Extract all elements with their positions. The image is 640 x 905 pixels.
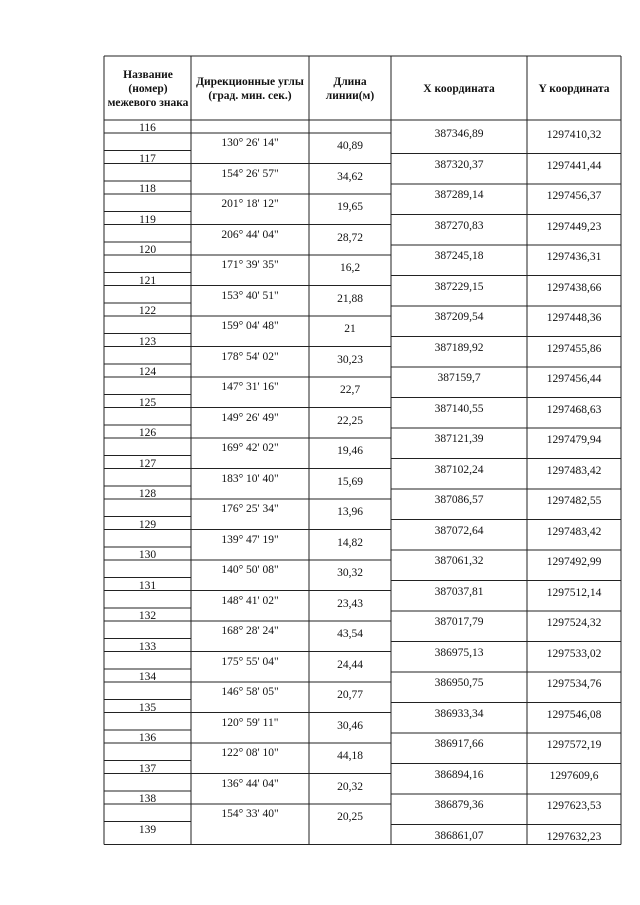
point-name: 129 bbox=[138, 518, 157, 531]
segment-length: 22,7 bbox=[339, 384, 361, 396]
point-x: 387061,32 bbox=[434, 555, 484, 567]
point-x: 387346,89 bbox=[434, 128, 484, 140]
segment-angle: 206° 44' 04" bbox=[221, 228, 279, 241]
point-name: 122 bbox=[138, 305, 157, 317]
segment-length: 40,89 bbox=[337, 140, 363, 152]
header-length: Длина линии(м) bbox=[325, 76, 375, 102]
point-y: 1297455,86 bbox=[546, 342, 602, 355]
point-name: 119 bbox=[139, 213, 156, 226]
segment-length: 21,88 bbox=[337, 292, 363, 305]
point-y: 1297479,94 bbox=[546, 434, 602, 446]
point-x: 386975,13 bbox=[434, 646, 484, 659]
point-y: 1297456,44 bbox=[546, 373, 602, 385]
point-y: 1297438,66 bbox=[546, 281, 602, 294]
point-y: 1297441,44 bbox=[546, 159, 602, 172]
segment-length: 30,23 bbox=[337, 353, 363, 366]
segment-angle: 154° 33' 40" bbox=[221, 808, 279, 820]
point-x: 387017,79 bbox=[434, 616, 484, 628]
segment-angle: 176° 25' 34" bbox=[221, 503, 279, 515]
point-y: 1297483,42 bbox=[546, 464, 602, 477]
header-angle: Дирекционные углы (град. мин. сек.) bbox=[196, 76, 304, 102]
point-y: 1297483,42 bbox=[546, 525, 602, 538]
segment-length: 23,43 bbox=[337, 597, 363, 610]
point-y: 1297482,55 bbox=[546, 495, 602, 507]
point-x: 387037,81 bbox=[434, 585, 484, 598]
point-x: 387229,15 bbox=[434, 280, 484, 293]
segment-length: 20,25 bbox=[337, 811, 363, 823]
segment-angle: 146° 58' 05" bbox=[221, 686, 279, 698]
point-name: 121 bbox=[138, 274, 157, 287]
point-y: 1297632,23 bbox=[546, 830, 602, 843]
segment-angle: 153° 40' 51" bbox=[221, 289, 279, 302]
point-name: 123 bbox=[138, 335, 157, 348]
segment-angle: 154° 26' 57" bbox=[221, 167, 279, 180]
point-x: 387159,7 bbox=[437, 372, 481, 384]
header-name: Название (номер) межевого знака bbox=[107, 69, 189, 109]
point-name: 139 bbox=[138, 823, 157, 836]
point-y: 1297456,37 bbox=[546, 190, 602, 202]
point-name: 116 bbox=[139, 122, 156, 134]
point-name: 126 bbox=[138, 427, 157, 439]
point-y: 1297609,6 bbox=[549, 769, 599, 782]
point-y: 1297524,32 bbox=[546, 617, 602, 629]
segment-angle: 168° 28' 24" bbox=[221, 625, 279, 637]
segment-angle: 147° 31' 16" bbox=[221, 381, 279, 393]
point-x: 386917,66 bbox=[434, 738, 484, 750]
segment-length: 13,96 bbox=[337, 506, 363, 518]
point-name: 128 bbox=[138, 488, 157, 500]
header-x: X координата bbox=[423, 83, 495, 95]
segment-length: 30,46 bbox=[337, 719, 363, 732]
segment-angle: 183° 10' 40" bbox=[221, 472, 279, 485]
point-name: 135 bbox=[138, 701, 157, 714]
segment-length: 19,65 bbox=[337, 201, 363, 213]
point-name: 124 bbox=[138, 366, 157, 378]
segment-length: 14,82 bbox=[337, 536, 363, 549]
segment-length: 34,62 bbox=[337, 170, 363, 183]
segment-length: 21 bbox=[344, 323, 356, 335]
segment-angle: 140° 50' 08" bbox=[221, 564, 279, 576]
point-name: 117 bbox=[139, 152, 156, 165]
segment-angle: 148° 41' 02" bbox=[221, 594, 279, 607]
point-x: 387140,55 bbox=[434, 402, 484, 415]
segment-angle: 122° 08' 10" bbox=[221, 747, 279, 759]
point-y: 1297546,08 bbox=[546, 708, 602, 721]
point-x: 387289,14 bbox=[434, 189, 484, 201]
segment-angle: 120° 59' 11" bbox=[221, 716, 279, 729]
point-name: 138 bbox=[138, 793, 157, 805]
segment-length: 44,18 bbox=[337, 750, 363, 762]
point-x: 387270,83 bbox=[434, 219, 484, 232]
point-x: 386861,07 bbox=[434, 829, 484, 842]
point-y: 1297533,02 bbox=[546, 647, 602, 660]
segment-length: 43,54 bbox=[337, 628, 363, 640]
point-x: 387320,37 bbox=[434, 158, 484, 171]
point-x: 386933,34 bbox=[434, 707, 484, 720]
point-name: 118 bbox=[139, 183, 156, 195]
segment-angle: 178° 54' 02" bbox=[221, 350, 279, 363]
header-y: Y координата bbox=[538, 83, 610, 95]
segment-angle: 159° 04' 48" bbox=[221, 320, 279, 332]
segment-angle: 130° 26' 14" bbox=[221, 137, 279, 149]
segment-angle: 139° 47' 19" bbox=[221, 533, 279, 546]
segment-angle: 136° 44' 04" bbox=[221, 777, 279, 790]
point-name: 134 bbox=[138, 671, 157, 683]
point-x: 387245,18 bbox=[434, 250, 484, 262]
point-y: 1297492,99 bbox=[546, 556, 602, 568]
segment-length: 22,25 bbox=[337, 414, 363, 427]
segment-angle: 175° 55' 04" bbox=[221, 655, 279, 668]
point-x: 387072,64 bbox=[434, 524, 484, 537]
point-x: 386894,16 bbox=[434, 768, 484, 781]
point-x: 387209,54 bbox=[434, 311, 484, 323]
segment-length: 16,2 bbox=[339, 262, 361, 274]
segment-angle: 169° 42' 02" bbox=[221, 442, 279, 454]
point-name: 133 bbox=[138, 640, 157, 653]
segment-length: 28,72 bbox=[337, 231, 363, 244]
segment-length: 30,32 bbox=[337, 567, 363, 579]
point-name: 130 bbox=[138, 549, 157, 561]
point-y: 1297512,14 bbox=[546, 586, 602, 599]
point-y: 1297623,53 bbox=[546, 800, 602, 812]
point-y: 1297410,32 bbox=[546, 129, 602, 141]
segment-length: 15,69 bbox=[337, 475, 363, 488]
segment-length: 20,77 bbox=[337, 689, 363, 701]
point-y: 1297534,76 bbox=[546, 678, 602, 690]
segment-length: 20,32 bbox=[337, 780, 363, 793]
point-y: 1297448,36 bbox=[546, 312, 602, 324]
segment-angle: 201° 18' 12" bbox=[221, 198, 279, 210]
segment-angle: 149° 26' 49" bbox=[221, 411, 279, 424]
point-x: 387121,39 bbox=[434, 433, 484, 445]
point-x: 387189,92 bbox=[434, 341, 484, 354]
point-x: 387086,57 bbox=[434, 494, 484, 506]
point-y: 1297449,23 bbox=[546, 220, 602, 233]
point-x: 387102,24 bbox=[434, 463, 484, 476]
point-name: 136 bbox=[138, 732, 157, 744]
point-x: 386950,75 bbox=[434, 677, 484, 689]
point-name: 125 bbox=[138, 396, 157, 409]
segment-length: 24,44 bbox=[337, 658, 363, 671]
point-y: 1297468,63 bbox=[546, 403, 602, 416]
point-name: 120 bbox=[138, 244, 157, 256]
point-x: 386879,36 bbox=[434, 799, 484, 811]
point-name: 132 bbox=[138, 610, 157, 622]
point-y: 1297436,31 bbox=[546, 251, 602, 263]
segment-angle: 171° 39' 35" bbox=[221, 259, 279, 271]
point-name: 131 bbox=[138, 579, 157, 592]
point-name: 127 bbox=[138, 457, 157, 470]
segment-length: 19,46 bbox=[337, 445, 363, 457]
point-y: 1297572,19 bbox=[546, 739, 602, 751]
point-name: 137 bbox=[138, 762, 157, 775]
